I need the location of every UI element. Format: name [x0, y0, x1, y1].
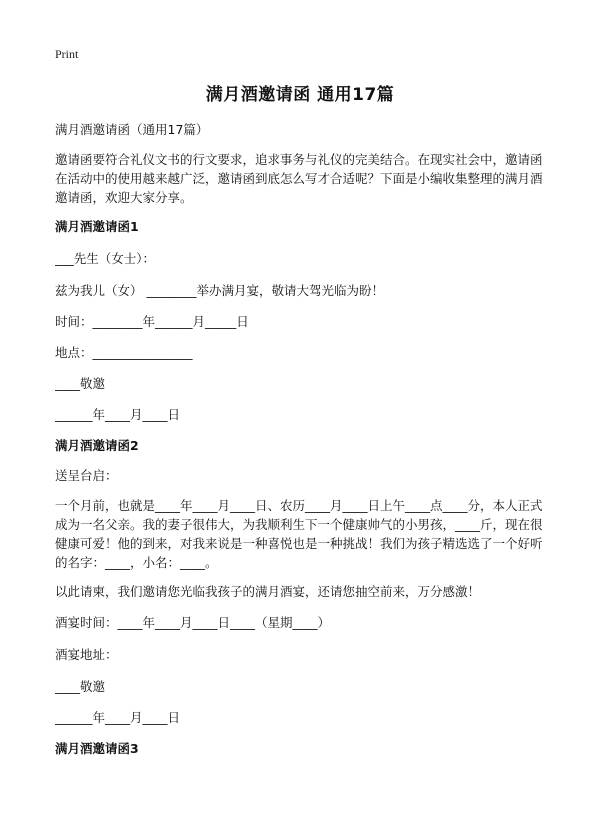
section-2-closing: 以此请柬，我们邀请您光临我孩子的满月酒宴，还请您抽空前来，万分感激！ — [55, 584, 481, 599]
section-2-place: 酒宴地址： — [55, 647, 118, 662]
section-1-heading: 满月酒邀请函1 — [55, 219, 139, 234]
document-title: 满月酒邀请函 通用17篇 — [205, 85, 395, 105]
section-1-place: 地点：________________ — [55, 345, 193, 360]
section-2-body: 一个月前，也就是____年____月____日、农历____月____日上午____点____分，本人正式成为一名父亲。我的妻子很伟大，为我顺利生下一个健康帅气的小男孩，____斤，现在很健康可爱！他的到来，对我来说是一种喜悦也是一种挑战！我们为孩子精选选了一个好听的名字：____，小名：____。 — [55, 498, 543, 570]
intro-paragraph: 邀请函要符合礼仪文书的行文要求，追求事务与礼仪的完美结合。在现实社会中，邀请函在活动中的使用越来越广泛，邀请函到底怎么写才合适呢？下面是小编收集整理的满月酒邀请函，欢迎大家分享。 — [55, 152, 543, 205]
section-2-date: ______年____月____日 — [55, 710, 181, 725]
section-1-invite: 兹为我儿（女） ________举办满月宴，敬请大驾光临为盼！ — [55, 283, 384, 298]
document-subtitle: 满月酒邀请函（通用17篇） — [55, 122, 209, 137]
section-1-salutation: ___先生（女士）： — [55, 251, 156, 266]
section-3-heading: 满月酒邀请函3 — [55, 741, 139, 756]
section-2-heading: 满月酒邀请函2 — [55, 438, 139, 453]
section-2-time: 酒宴时间：____年____月____日____（星期____） — [55, 615, 331, 630]
section-2-salutation: 送呈台启： — [55, 468, 118, 483]
section-1-sign: ____敬邀 — [55, 376, 106, 391]
section-1-time: 时间：________年______月_____日 — [55, 314, 249, 329]
print-link[interactable]: Print — [55, 47, 79, 61]
section-2-sign: ____敬邀 — [55, 679, 106, 694]
section-1-date: ______年____月____日 — [55, 407, 181, 422]
